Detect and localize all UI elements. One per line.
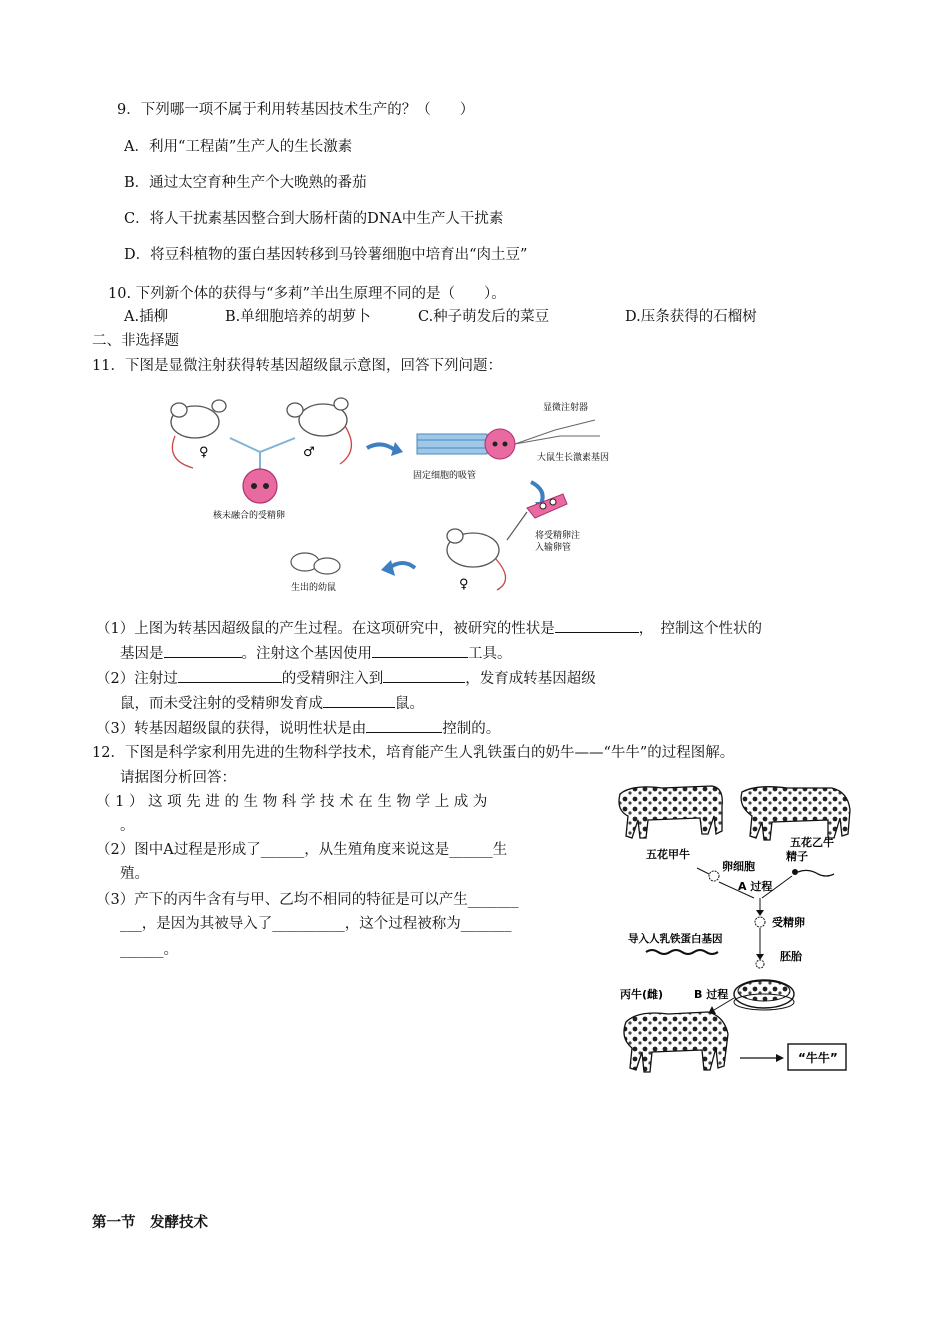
cow-c-icon [624,1012,728,1072]
egg-icon [709,871,719,881]
sperm-label: 精子 [786,850,808,863]
fertilized-egg-icon [243,469,277,503]
q12-part1-line2: 。 [120,818,135,834]
petri-dish-icon [734,980,794,1010]
q9-option-a: A．利用“工程菌”生产人的生长激素 [124,139,353,155]
q12-stem: 12．下图是科学家利用先进的生物科学技术，培育能产生人乳铁蛋白的奶牛——“牛牛”的过程图解。 [92,745,735,761]
arrow-left-icon [389,563,415,568]
answer-blank-location[interactable] [383,668,465,683]
q12-stem-2: 请据图分析回答： [120,770,236,786]
female-symbol-2: ♀ [459,577,469,592]
q11-part3: （3）转基因超级鼠的获得，说明性状是由 控制的。 [96,718,500,738]
pups-label: 生出的幼鼠 [291,583,337,593]
q9-stem: 9．下列哪一项不属于利用转基因技术生产的？（ ） [117,102,475,118]
cow-b-label: 五花乙牛 [790,836,834,849]
female-symbol: ♀ [199,445,209,460]
gene-import-label: 导入人乳铁蛋白基因 [628,933,723,945]
process-a-label: A 过程 [738,880,773,893]
transgenic-mouse-diagram [155,390,615,600]
zygote-label: 受精卵 [772,916,805,929]
section-heading: 二、非选择题 [92,333,179,349]
male-mouse-icon [287,398,351,464]
egg-label: 卵细胞 [722,860,755,873]
section-title: 第一节 发酵技术 [92,1215,208,1231]
q11-part2-line1: （2）注射过 的受精卵注入到 ，发育成转基因超级 [96,668,596,688]
q10-option-b: B.单细胞培养的胡萝卜 [225,309,371,325]
q12-part2-line2: 殖。 [120,866,149,882]
answer-blank-normal-mouse[interactable] [323,693,395,708]
q11-figure [155,390,615,600]
gene-label: 大鼠生长激素基因 [537,453,610,463]
holding-pipette-label: 固定细胞的吸管 [413,471,477,481]
arrow-right-icon [367,444,395,450]
cow-a-icon [619,786,722,838]
q10-option-c: C.种子萌发后的菜豆 [418,309,550,325]
arrow-down-icon [531,482,543,504]
recipient-mouse-icon [447,529,506,590]
q9-option-b: B．通过太空育种生产个大晚熟的番茄 [124,175,367,191]
q11-part2-line2: 鼠，而未受注射的受精卵发育成 鼠。 [120,693,424,713]
cow-cloning-diagram [612,776,862,1086]
gene-strand-icon [646,950,718,954]
q10-option-a: A.插柳 [124,309,169,325]
zygote-icon [755,917,765,927]
micro-injector-label: 显微注射器 [543,403,589,413]
q12-part1-line1: （ 1 ） 这 项 先 进 的 生 物 科 学 技 术 在 生 物 学 上 成 为 [96,794,488,810]
cow-a-label: 五花甲牛 [646,848,690,861]
q9-option-d: D．将豆科植物的蛋白基因转移到马铃薯细胞中培育出“肉土豆” [124,247,528,263]
q9-option-c: C．将人干扰素基因整合到大肠杆菌的DNA中生产人干扰素 [124,211,504,227]
q10-option-d: D.压条获得的石榴树 [625,309,757,325]
male-symbol: ♂ [303,445,315,460]
sperm-icon [798,870,834,876]
answer-blank-injected[interactable] [178,668,282,683]
cow-c-label: 丙牛(雌) [620,988,664,1001]
result-label: “牛牛” [798,1051,838,1065]
q10-stem: 10. 下列新个体的获得与“多莉”羊出生原理不同的是（ ）。 [108,286,506,302]
q12-part3-line3: ______。 [120,942,178,958]
pups-icon [291,553,340,574]
q12-part2-line1: （2）图中A过程是形成了______，从生殖角度来说这是______生 [96,842,508,858]
q12-figure [612,776,862,1086]
process-b-label: B 过程 [694,988,729,1001]
embryo-label: 胚胎 [780,950,802,963]
inject-label-line2: 入输卵管 [535,543,572,553]
q12-part3-line1: （3）产下的丙牛含有与甲、乙均不相同的特征是可以产生_______ [96,892,519,908]
cow-b-icon [741,787,850,840]
q11-part1-line2: 基因是 。注射这个基因使用 工具。 [120,643,512,663]
answer-blank-controlled-by[interactable] [366,718,442,733]
q11-part1-line1: （1）上图为转基因超级鼠的产生过程。在这项研究中，被研究的性状是 ， 控制这个性状的 [96,618,762,638]
q12-part3-line2: ___，是因为其被导入了__________，这个过程被称为_______ [120,916,512,932]
inject-label-line1: 将受精卵注 [535,531,581,541]
q11-stem: 11．下图是显微注射获得转基因超级鼠示意图，回答下列问题： [92,358,502,374]
answer-blank-trait[interactable] [555,618,639,633]
fertilized-egg-label: 核未融合的受精卵 [213,511,286,521]
answer-blank-tool[interactable] [372,643,468,658]
answer-blank-gene[interactable] [164,643,242,658]
